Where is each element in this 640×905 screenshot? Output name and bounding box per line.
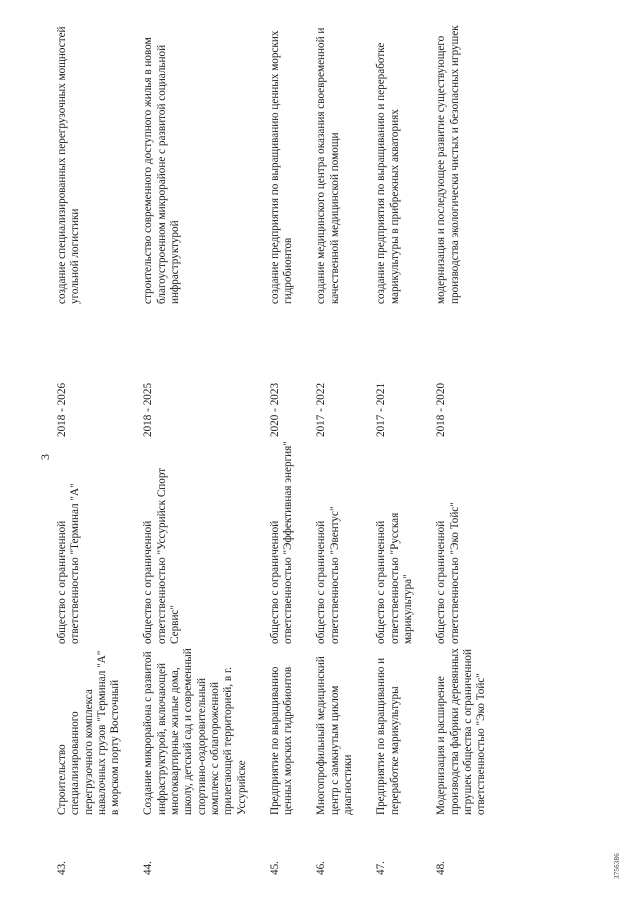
project-name: Строительство специализированного перегрузочного комплекса навалочных грузов "Терминал "А" в морском порту Восточный (56, 650, 122, 815)
implementation-period: 2018 - 2026 (56, 382, 68, 437)
page-number: 3 (38, 454, 52, 460)
implementation-period: 2018 - 2020 (435, 382, 448, 437)
project-name: Создание микрорайона с развитой инфраструктурой, включающей многоквартирные жилые дома, школу, детский сад и современный спортивно-оздоровительный комплекс с облагороженной прилегающей территорией, в г. Уссурийске (142, 648, 248, 815)
project-name: Многопрофильный медицинский центр с замкнутым циклом диагностики (315, 656, 355, 815)
project-goal: создание предприятия по выращиванию ценных морских гидробионтов (268, 30, 295, 304)
organization-name: общество с ограниченной ответственностью "Русская марикультура" (375, 512, 414, 644)
projects-table-body (56, 15, 488, 875)
projects-table (56, 15, 488, 875)
row-number: 44. (142, 861, 155, 875)
document-id: 3756386 (613, 853, 621, 879)
organization-name: общество с ограниченной ответственностью "Уссурийск Спорт Сервис" (142, 467, 182, 644)
project-goal: создание медицинского центра оказания своевременной и качественной медицинской помощи (315, 27, 341, 304)
project-name: Предприятие по выращиванию и переработке марикультуры (375, 657, 401, 815)
row-number: 45. (268, 861, 281, 875)
implementation-period: 2017 - 2021 (375, 382, 388, 437)
table-row (435, 15, 488, 875)
implementation-period: 2018 - 2025 (142, 382, 155, 437)
project-name: Предприятие по выращиванию ценных морских гидробионтов (268, 666, 295, 815)
row-number: 46. (315, 861, 328, 875)
row-number: 48. (435, 861, 448, 875)
organization-name: общество с ограниченной ответственностью "Терминал "А" (56, 483, 82, 644)
organization-name: общество с ограниченной ответственностью "Эвентус" (315, 506, 341, 644)
row-number: 47. (375, 861, 388, 875)
project-name: Модернизация и расширение производства фабрики деревянных игрушек общества с ограниченной ответственностью "Эко Тойс" (435, 648, 488, 815)
project-goal: создание предприятия по выращиванию и переработке марикультуры в прибрежных акваториях (375, 42, 401, 304)
project-goal: строительство современного доступного жилья в новом благоустроенном микрорайоне с развитой социальной инфраструктурой (142, 37, 182, 304)
table-row (375, 15, 435, 875)
implementation-period: 2017 - 2022 (315, 382, 328, 437)
organization-name: общество с ограниченной ответственностью "Эффективная энергия" (268, 441, 295, 644)
table-row (315, 15, 375, 875)
table-row (142, 15, 268, 875)
project-goal: модернизация и последующее развитие существующего производства экологически чистых и безопасных игрушек (435, 25, 461, 304)
table-row (269, 15, 316, 875)
organization-name: общество с ограниченной ответственностью "Эко Тойс" (435, 502, 461, 644)
project-goal: создание специализированных перегрузочных мощностей угольной логистики (56, 26, 82, 304)
table-row (56, 15, 142, 875)
row-number: 43. (56, 861, 68, 875)
implementation-period: 2020 - 2023 (268, 382, 281, 437)
